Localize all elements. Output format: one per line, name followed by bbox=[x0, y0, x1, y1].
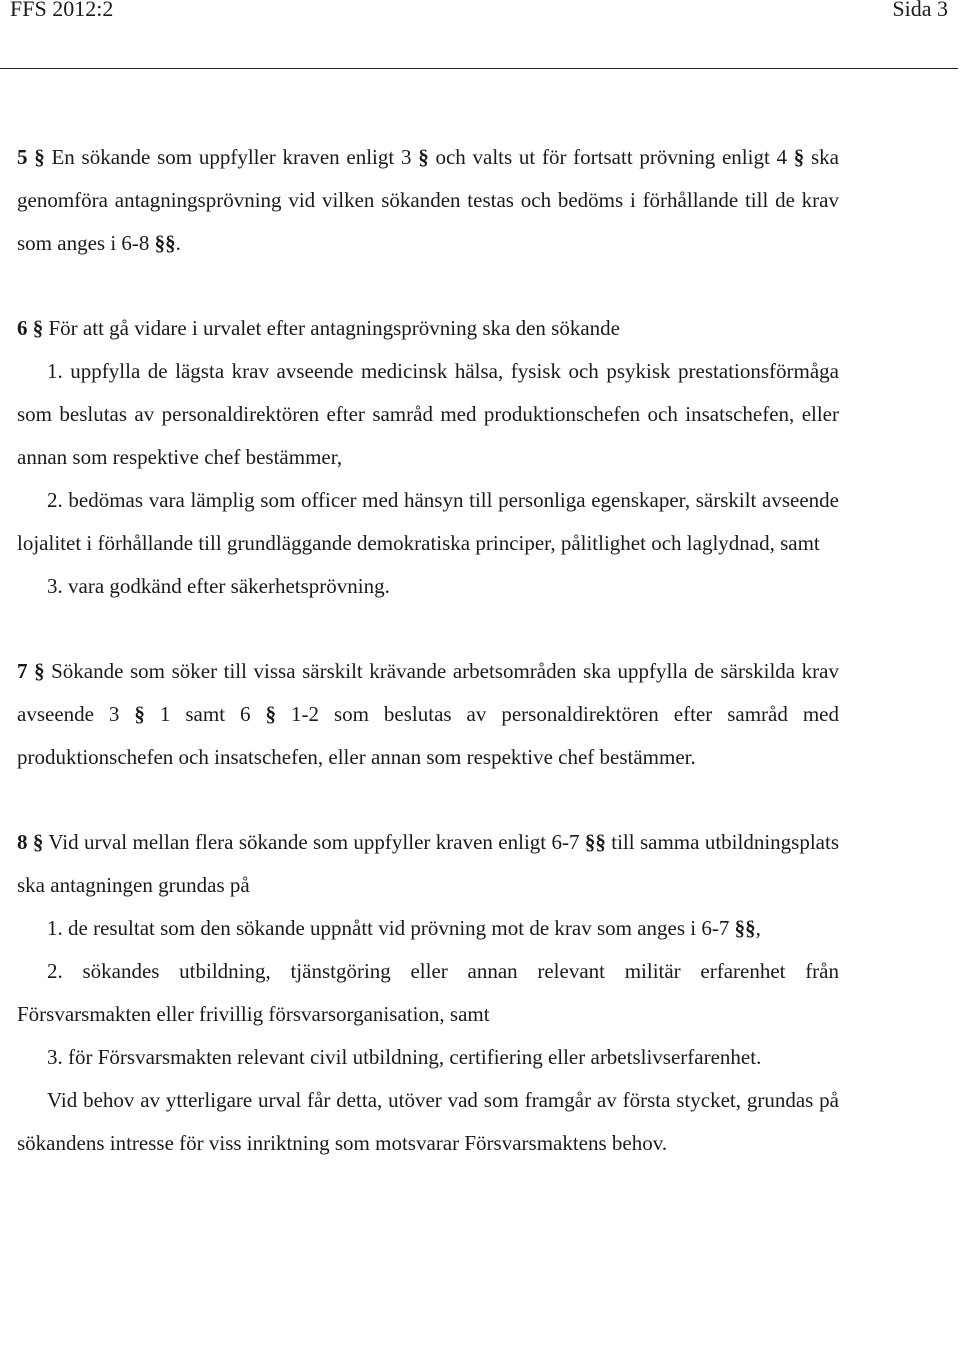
section-text: 1. de resultat som den sökande uppnått vid prövning mot de krav som anges i 6-7 bbox=[47, 916, 735, 940]
section-text: Sökande som söker till vissa särskilt krävande arbetsområden ska uppfylla de särskilda krav avseende 3 bbox=[17, 659, 840, 726]
section-8-item-1 bbox=[17, 907, 839, 950]
section-5 bbox=[17, 136, 839, 265]
section-symbol: § bbox=[32, 830, 44, 854]
section-symbol: §§ bbox=[734, 916, 756, 940]
document-body bbox=[17, 136, 839, 1165]
section-text: . bbox=[175, 231, 181, 255]
section-text: , bbox=[755, 916, 761, 940]
section-symbol: § bbox=[793, 145, 805, 169]
section-text: 1 samt 6 bbox=[144, 702, 266, 726]
document-id: FFS 2012:2 bbox=[10, 0, 114, 21]
section-symbol: § bbox=[34, 145, 45, 169]
section-6-item-1: 1. uppfylla de lägsta krav avseende medicinsk hälsa, fysisk och psykisk prestationsförmåga som beslutas av personaldirektören efter samråd med produktionschefen och insatschefen, eller annan som respektive chef bestämmer, bbox=[17, 359, 839, 469]
section-6-item-2: 2. bedömas vara lämplig som officer med hänsyn till personliga egenskaper, särskilt avseende lojalitet i förhållande till grundläggande demokratiska principer, pålitlighet och laglydnad, samt bbox=[17, 488, 839, 555]
section-symbol: §§ bbox=[154, 231, 176, 255]
section-text: 1-2 som beslutas av personaldirektören efter samråd med produktionschefen och insatschefen, eller annan som respektive chef bestämmer. bbox=[17, 702, 839, 769]
section-text: En sökande som uppfyller kraven enligt 3 bbox=[44, 145, 419, 169]
section-text: Vid urval mellan flera sökande som uppfyller kraven enligt 6-7 bbox=[43, 830, 585, 854]
section-symbol: § bbox=[265, 702, 276, 726]
section-8-item-3: 3. för Försvarsmakten relevant civil utbildning, certifiering eller arbetslivserfarenhet. bbox=[47, 1045, 762, 1069]
section-text: till samma utbildningsplats ska antagningen grundas på bbox=[17, 830, 839, 897]
section-symbol: § bbox=[418, 145, 429, 169]
section-text: För att gå vidare i urvalet efter antagningsprövning ska den sökande bbox=[43, 316, 620, 340]
section-text: och valts ut för fortsatt prövning enligt 4 bbox=[428, 145, 794, 169]
section-number: 6 bbox=[17, 316, 28, 340]
section-number: 8 bbox=[17, 830, 28, 854]
section-6-item-3: 3. vara godkänd efter säkerhetsprövning. bbox=[47, 574, 390, 598]
section-symbol: § bbox=[34, 659, 45, 683]
section-6-intro bbox=[17, 307, 839, 350]
page-number: Sida 3 bbox=[892, 0, 948, 21]
section-text: ska genomföra antagningsprövning vid vilken sökanden testas och bedöms i förhållande till de krav som anges i 6-8 bbox=[17, 145, 839, 255]
section-8-intro bbox=[17, 821, 839, 907]
section-symbol: §§ bbox=[584, 830, 606, 854]
section-7 bbox=[17, 650, 839, 779]
section-8-closing: Vid behov av ytterligare urval får detta, utöver vad som framgår av första stycket, grundas på sökandens intresse för viss inriktning som motsvarar Försvarsmaktens behov. bbox=[17, 1088, 839, 1155]
section-symbol: § bbox=[134, 702, 145, 726]
section-number: 5 bbox=[17, 145, 28, 169]
section-symbol: § bbox=[32, 316, 44, 340]
page-header bbox=[0, 0, 958, 69]
section-number: 7 bbox=[17, 659, 28, 683]
section-8-item-2: 2. sökandes utbildning, tjänstgöring eller annan relevant militär erfarenhet från Försvarsmakten eller frivillig försvarsorganisation, samt bbox=[17, 959, 839, 1026]
